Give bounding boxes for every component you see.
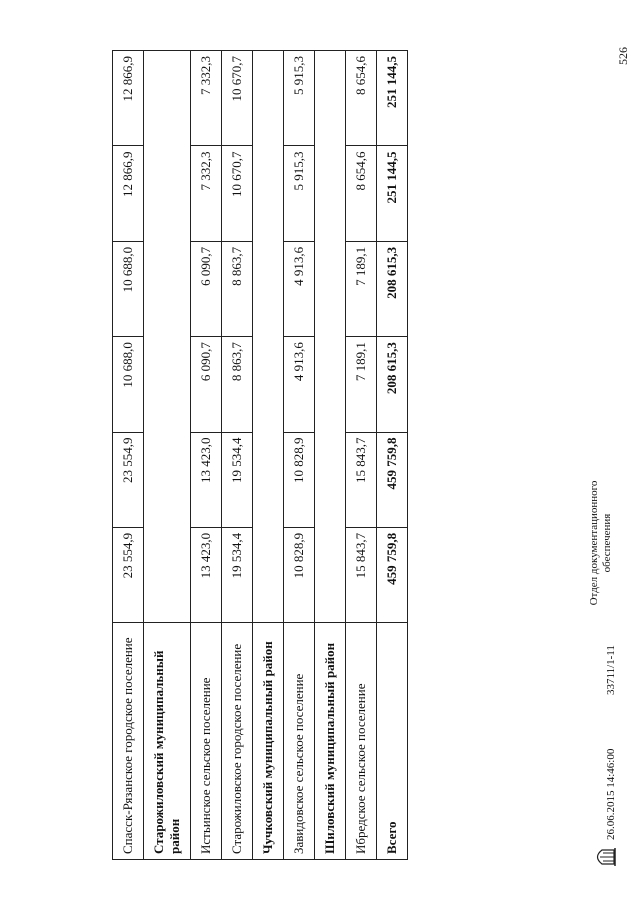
table-cell-value: 208 615,3: [377, 337, 408, 432]
table-cell-value: 7 189,1: [346, 337, 377, 432]
table-cell-value: 10 688,0: [113, 241, 144, 336]
table-cell-value: 8 654,6: [346, 51, 377, 146]
table-cell-name: Старожиловское городское поселение: [222, 623, 253, 860]
table-cell-name: Всего: [377, 623, 408, 860]
table-cell-name: Чучковский муниципальный район: [253, 623, 284, 860]
table-cell-value: 19 534,4: [222, 432, 253, 527]
footer-doc-code: 33711/1-11: [605, 645, 617, 695]
footer-department-line2: обеспечения: [601, 513, 613, 573]
table-cell-value: 251 144,5: [377, 51, 408, 146]
footer-timestamp: 26.06.2015 14:46:00: [605, 748, 617, 840]
table-cell-name: Ибредское сельское поселение: [346, 623, 377, 860]
table-cell-empty: [315, 51, 346, 623]
rotated-page: [40, 30, 630, 870]
table-cell-value: 23 554,9: [113, 527, 144, 622]
table-cell-value: 5 915,3: [284, 51, 315, 146]
table-cell-name: Спасск-Рязанское городское поселение: [113, 623, 144, 860]
table-row: [191, 51, 222, 860]
table-cell-value: 459 759,8: [377, 432, 408, 527]
table-cell-value: 7 189,1: [346, 241, 377, 336]
stamp-icon: [588, 846, 618, 868]
table-cell-value: 7 332,3: [191, 146, 222, 241]
table-cell-value: 15 843,7: [346, 432, 377, 527]
table-cell-value: 8 863,7: [222, 241, 253, 336]
table-cell-value: 15 843,7: [346, 527, 377, 622]
table-cell-name: Истьинское сельское поселение: [191, 623, 222, 860]
table-cell-value: 13 423,0: [191, 432, 222, 527]
table-cell-value: 208 615,3: [377, 241, 408, 336]
table-cell-value: 13 423,0: [191, 527, 222, 622]
table-cell-value: 10 670,7: [222, 51, 253, 146]
table-cell-value: 10 670,7: [222, 146, 253, 241]
table-cell-value: 8 863,7: [222, 337, 253, 432]
footer-department-line1: Отдел документационного: [588, 480, 600, 606]
table-section-row: [315, 51, 346, 860]
table-cell-value: 10 828,9: [284, 527, 315, 622]
table-cell-value: 23 554,9: [113, 432, 144, 527]
budget-table: [112, 50, 408, 860]
table-cell-value: 6 090,7: [191, 337, 222, 432]
table-row: [113, 51, 144, 860]
table-row: [284, 51, 315, 860]
table-section-row: [253, 51, 284, 860]
table-cell-empty: [144, 51, 191, 623]
table-cell-value: 251 144,5: [377, 146, 408, 241]
table-cell-value: 10 828,9: [284, 432, 315, 527]
page-number: 526: [616, 47, 630, 65]
table-cell-value: 4 913,6: [284, 337, 315, 432]
table-cell-value: 12 866,9: [113, 51, 144, 146]
table-cell-value: 459 759,8: [377, 527, 408, 622]
table-cell-name: Шиловский муниципальный район: [315, 623, 346, 860]
table-cell-value: 8 654,6: [346, 146, 377, 241]
table-cell-empty: [253, 51, 284, 623]
table-cell-value: 6 090,7: [191, 241, 222, 336]
table-cell-name: Старожиловский муниципальный район: [144, 623, 191, 860]
table-cell-value: 12 866,9: [113, 146, 144, 241]
table-row: [222, 51, 253, 860]
table-cell-value: 19 534,4: [222, 527, 253, 622]
table-cell-value: 10 688,0: [113, 337, 144, 432]
table-cell-value: 4 913,6: [284, 241, 315, 336]
table-cell-value: 5 915,3: [284, 146, 315, 241]
footer-department: [588, 478, 614, 608]
table-row: [346, 51, 377, 860]
table-cell-name: Завидовское сельское поселение: [284, 623, 315, 860]
table-total-row: [377, 51, 408, 860]
budget-table-body: [113, 51, 408, 860]
table-section-row: [144, 51, 191, 860]
table-cell-value: 7 332,3: [191, 51, 222, 146]
